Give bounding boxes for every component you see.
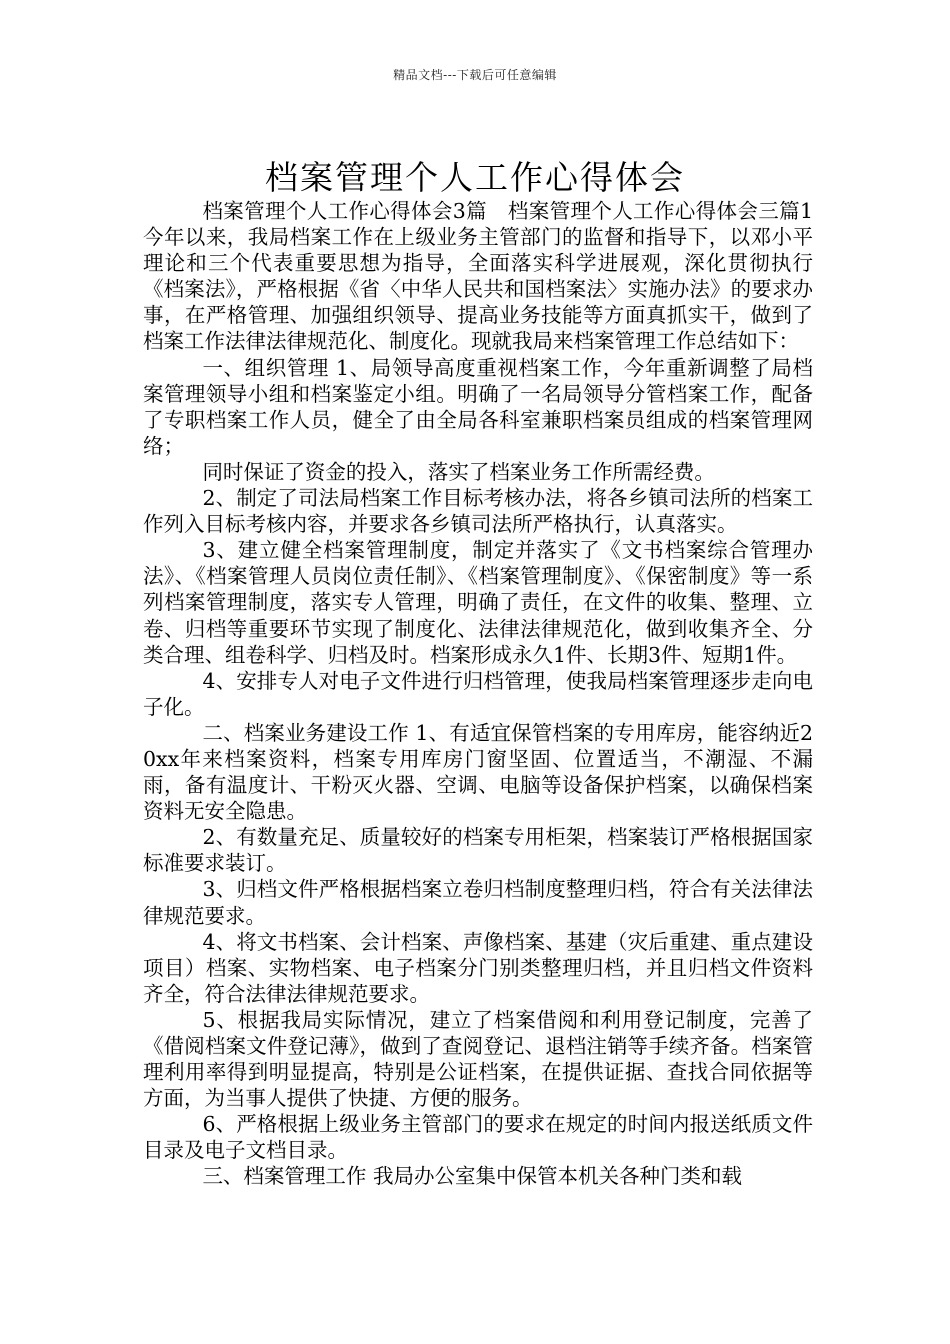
paragraph: 2、制定了司法局档案工作目标考核办法，将各乡镇司法所的档案工作列入目标考核内容，并要求各乡镇司法所严格执行，认真落实。: [143, 486, 813, 537]
document-title: 档案管理个人工作心得体会: [265, 158, 685, 198]
paragraph: 档案管理个人工作心得体会3篇 档案管理个人工作心得体会三篇1 今年以来，我局档案工作在上级业务主管部门的监督和指导下，以邓小平理论和三个代表重要思想为指导，全面落实科学进展观，深化贯彻执行《档案法》，严格根据《省〈中华人民共和国档案法〉实施办法》的要求办事，在严格管理、加强组织领导、提高业务技能等方面真抓实干，做到了档案工作法律法律规范化、制度化。现就我局来档案管理工作总结如下：: [143, 199, 813, 354]
paragraph: 3、归档文件严格根据档案立卷归档制度整理归档，符合有关法律法律规范要求。: [143, 877, 813, 928]
paragraph: 3、建立健全档案管理制度，制定并落实了《文书档案综合管理办法》、《档案管理人员岗位责任制》、《档案管理制度》、《保密制度》等一系列档案管理制度，落实专人管理，明确了责任，在文件的收集、整理、立卷、归档等重要环节实现了制度化、法律法律规范化，做到收集齐全、分类合理、组卷科学、归档及时。档案形成永久1件、长期3件、短期1件。: [143, 538, 813, 667]
paragraph: 2、有数量充足、质量较好的档案专用柜架，档案装订严格根据国家标准要求装订。: [143, 825, 813, 876]
paragraph: 5、根据我局实际情况，建立了档案借阅和利用登记制度，完善了《借阅档案文件登记薄》，做到了查阅登记、退档注销等手续齐备。档案管理利用率得到明显提高，特别是公证档案，在提供证据、查找合同依据等方面，为当事人提供了快捷、方便的服务。: [143, 1007, 813, 1111]
paragraph: 4、安排专人对电子文件进行归档管理，使我局档案管理逐步走向电子化。: [143, 668, 813, 719]
paragraph: 三、档案管理工作 我局办公室集中保管本机关各种门类和载: [202, 1164, 742, 1189]
document-body: [143, 198, 813, 1190]
paragraph: 6、严格根据上级业务主管部门的要求在规定的时间内报送纸质文件目录及电子文档目录。: [143, 1112, 813, 1163]
paragraph: 一、组织管理 1、局领导高度重视档案工作，今年重新调整了局档案管理领导小组和档案鉴定小组。明确了一名局领导分管档案工作，配备了专职档案工作人员，健全了由全局各科室兼职档案员组成的档案管理网络；: [143, 355, 813, 458]
header-note: 精品文档---下载后可任意编辑: [393, 68, 557, 82]
paragraph: 同时保证了资金的投入，落实了档案业务工作所需经费。: [202, 459, 715, 484]
paragraph: 二、档案业务建设工作 1、有适宜保管档案的专用库房，能容纳近20xx年来档案资料，档案专用库房门窗坚固、位置适当，不潮湿、不漏雨，备有温度计、干粉灭火器、空调、电脑等设备保护档案，以确保档案资料无安全隐患。: [143, 720, 813, 824]
paragraph: 4、将文书档案、会计档案、声像档案、基建（灾后重建、重点建设项目）档案、实物档案、电子档案分门别类整理归档，并且归档文件资料齐全，符合法律法律规范要求。: [143, 929, 813, 1006]
